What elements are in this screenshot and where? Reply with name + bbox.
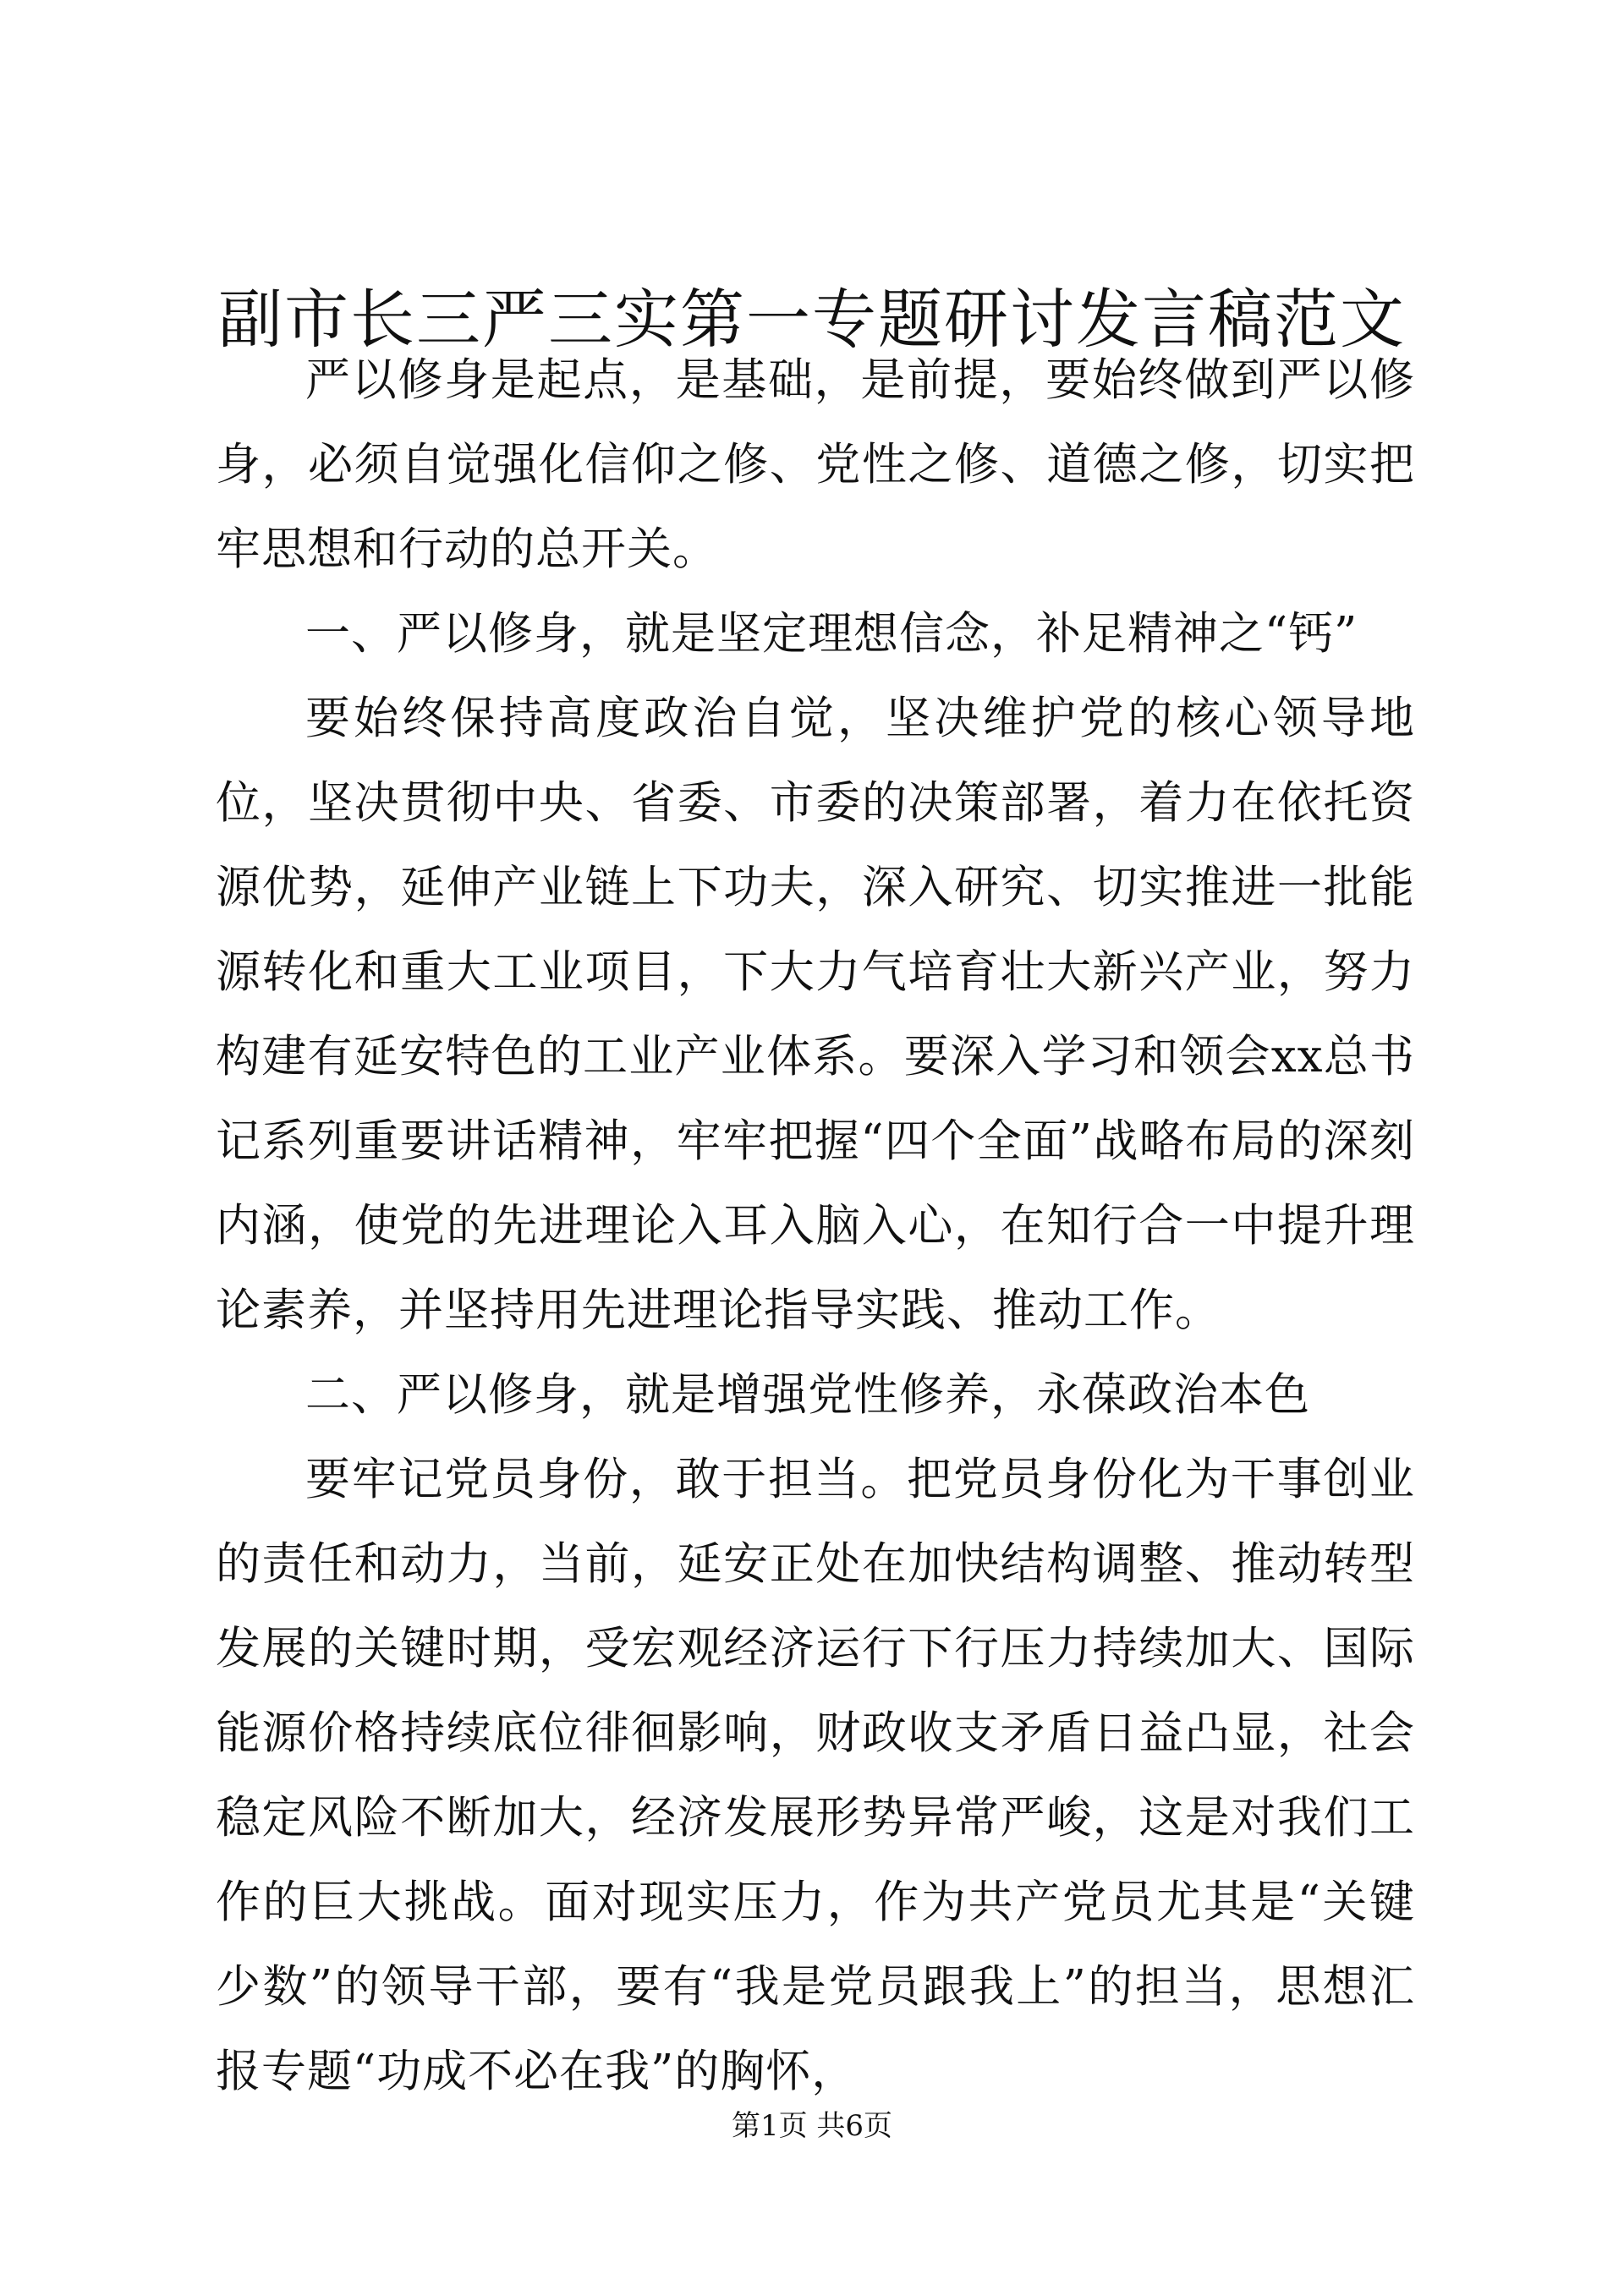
document-body xyxy=(216,338,1415,2114)
section-heading-1: 一、严以修身，就是坚定理想信念，补足精神之“钙” xyxy=(305,608,1358,660)
document-title: 副市长三严三实第一专题研讨发言稿范文 xyxy=(218,282,1406,357)
paragraph-intro: 严以修身是起点，是基础，是前提，要始终做到严以修身，必须自觉强化信仰之修、党性之修、道德之修，切实把牢思想和行动的总开关。 xyxy=(216,354,1415,575)
page-number-footer: 第1页 共6页 xyxy=(731,2109,893,2143)
paragraph-section-1: 要始终保持高度政治自觉，坚决维护党的核心领导地位，坚决贯彻中央、省委、市委的决策部署，着力在依托资源优势，延伸产业链上下功夫，深入研究、切实推进一批能源转化和重大工业项目，下大力气培育壮大新兴产业，努力构建有延安特色的工业产业体系。要深入学习和领会xx总书记系列重要讲话精神，牢牢把握“四个全面”战略布局的深刻内涵，使党的先进理论入耳入脑入心，在知行合一中提升理论素养，并坚持用先进理论指导实践、推动工作。 xyxy=(216,693,1415,1336)
section-heading-2: 二、严以修身，就是增强党性修养，永葆政治本色 xyxy=(305,1369,1310,1421)
paragraph-section-2: 要牢记党员身份，敢于担当。把党员身份化为干事创业的责任和动力，当前，延安正处在加快结构调整、推动转型发展的关键时期，受宏观经济运行下行压力持续加大、国际能源价格持续底位徘徊影响，财政收支矛盾日益凸显，社会稳定风险不断加大，经济发展形势异常严峻，这是对我们工作的巨大挑战。面对现实压力，作为共产党员尤其是“关键少数”的领导干部，要有“我是党员跟我上”的担当，思想汇报专题“功成不必在我”的胸怀， xyxy=(216,1454,1415,2097)
